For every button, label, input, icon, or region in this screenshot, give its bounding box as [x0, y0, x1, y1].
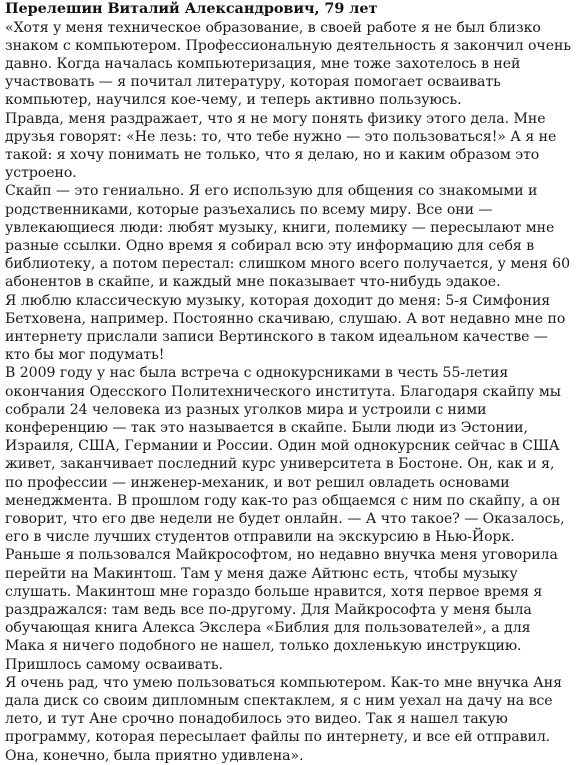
paragraph-6: Раньше я пользовался Майкрософтом, но недавно внучка меня уговорила перейти на Макинтош. Там у меня даже Айтюнс есть, чтобы музыку слушать. Макинтош мне гораздо больше нравится, хотя первое время я раздражался: там ведь все по-другому. Для Майкрософта у меня была обучающая книга Алекса Экслера «Библия для пользователей», а для Мака я ничего подобного не нашел, только дохленькую инструкцию. Пришлось самому осваивать.: [5, 547, 558, 673]
paragraph-5: В 2009 году у нас была встреча с однокурсниками в честь 55-летия окончания Одесского Политехнического института. Благодаря скайпу мы собрали 24 человека из разных уголков мира и устроили с ними конференцию — так это называется в скайпе. Были люди из Эстонии, Израиля, США, Германии и России. Один мой однокурсник сейчас в США живет, заканчивает последний курс университета в Бостоне. Он, как и я, по профессии — инженер-механик, и вот решил овладеть основами менеджмента. В прошлом году как-то раз общаемся с ним по скайпу, а он говорит, что его две недели не будет онлайн. — А что такое? — Оказалось, его в числе лучших студентов отправили на экскурсию в Нью-Йорк.: [5, 365, 565, 546]
paragraph-3: Скайп — это гениально. Я его использую для общения со знакомыми и родственниками, которые разъехались по всему миру. Все они — увлекающиеся люди: любят музыку, книги, полемику — пересылают мне разные ссылки. Одно время я собирал всю эту информацию для себя в библиотеку, а потом перестал: слишком много всего получается, у меня 60 абонентов в скайпе, и каждый мне показывает что-нибудь эдакое.: [5, 183, 570, 291]
paragraph-2: Правда, меня раздражает, что я не могу понять физику этого дела. Мне друзья говорят: «Не лезь: то, что тебе нужно — это пользоваться!» А я не такой: я хочу понимать не только, что я делаю, но и каким образом это устроено.: [5, 110, 557, 182]
paragraph-4: Я люблю классическую музыку, которая доходит до меня: 5-я Симфония Бетховена, например. Постоянно скачиваю, слушаю. А вот недавно мне по интернету прислали записи Вертинского в таком идеальном качестве — кто бы мог подумать!: [5, 292, 566, 364]
article-title: Перелешин Виталий Александрович, 79 лет: [5, 0, 378, 17]
paragraph-1: «Хотя у меня техническое образование, в своей работе я не был близко знаком с компьютером. Профессиональную деятельность я закончил очень давно. Когда началась компьютеризация, мне тоже захотелось в ней участвовать — я почитал литературу, которая помогает осваивать компьютер, научился кое-чему, и теперь активно пользуюсь.: [5, 19, 571, 109]
paragraph-7: Я очень рад, что умею пользоваться компьютером. Как-то мне внучка Аня дала диск со своим дипломным спектаклем, я с ним уехал на дачу на все лето, и тут Ане срочно понадобилось это видео. Так я нашел такую программу, которая пересылает файлы по интернету, и все ей отправил. Она, конечно, была приятно удивлена».: [5, 674, 562, 764]
